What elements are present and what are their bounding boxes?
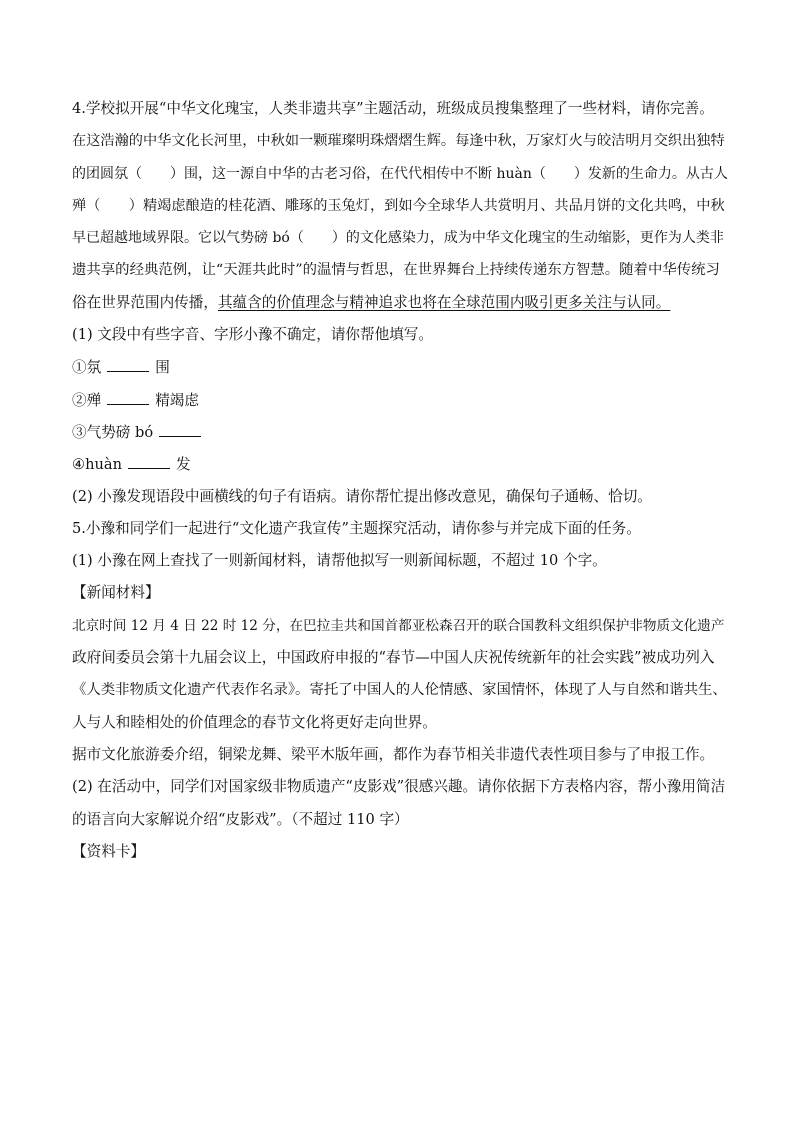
passage-line-6	[72, 293, 728, 313]
fill-item-1	[72, 357, 728, 377]
fill-item-1-prefix: ①氛	[72, 359, 102, 377]
news-line-5: 据市文化旅游委介绍，铜梁龙舞、梁平木版年画，都作为春节相关非遗代表性项目参与了申报工作。	[72, 745, 715, 763]
answer-blank-3[interactable]	[159, 422, 201, 437]
news-line-4: 人与人和睦相处的价值理念的春节文化将更好走向世界。	[72, 713, 437, 731]
news-line-1: 北京时间 12 月 4 日 22 时 12 分，在巴拉圭共和国首都亚松森召开的联合国教科文组织保护非物质文化遗产	[72, 617, 725, 634]
passage-line-5: 遗共享的经典范例，让“天涯共此时”的温情与哲思，在世界舞台上持续传递东方智慧。随着中华传统习	[72, 262, 720, 279]
fill-item-4	[72, 454, 728, 474]
card-heading: 【资料卡】	[72, 842, 145, 860]
fill-item-2-prefix: ②殚	[72, 391, 102, 409]
answer-blank-2[interactable]	[107, 390, 149, 405]
passage-line-3: 殚（ ）精竭虑酿造的桂花酒、雕琢的玉兔灯，到如今全球华人共赏明月、共品月饼的文化共鸣，中秋	[72, 197, 725, 214]
passage-line-4: 早已超越地域界限。它以气势磅 bó（ ）的文化感染力，成为中华文化瑰宝的生动缩影，更作为人类非	[72, 230, 724, 247]
passage-line-6-prefix: 俗在世界范围内传播，	[72, 293, 218, 311]
answer-blank-4[interactable]	[128, 454, 170, 469]
news-line-3: 《人类非物质文化遗产代表作名录》。寄托了中国人的人伦情感、家国情怀，体现了人与自然和谐共生、	[72, 682, 727, 699]
fill-item-4-suffix: 发	[175, 456, 191, 474]
question-4-2: (2) 小豫发现语段中画横线的句子有语病。请你帮忙提出修改意见，确保句子通畅、恰切。	[72, 487, 652, 505]
answer-blank-1[interactable]	[107, 357, 149, 372]
question-5-2-line-1: (2) 在活动中，同学们对国家级非物质遗产“皮影戏”很感兴趣。请你依据下方表格内容，帮小豫用简洁	[72, 778, 726, 796]
question-5-2-line-2: 的语言向大家解说介绍“皮影戏”。（不超过 110 字）	[72, 810, 409, 828]
question-5-stem: 5.小豫和同学们一起进行“文化遗产我宣传”主题探究活动，请你参与并完成下面的任务。	[72, 519, 641, 537]
passage-line-2: 的团圆氛（ ）围，这一源自中华的古老习俗，在代代相传中不断 huàn（ ）发新的生命力。从古人	[72, 165, 728, 182]
news-heading: 【新闻材料】	[72, 584, 160, 602]
fill-item-2	[72, 390, 728, 410]
fill-item-2-suffix: 精竭虑	[155, 391, 199, 409]
passage-line-1: 在这浩瀚的中华文化长河里，中秋如一颗璀璨明珠熠熠生辉。每逢中秋，万家灯火与皎洁明月交织出独特	[72, 133, 725, 150]
news-line-2: 政府间委员会第十九届会议上，中国政府申报的“春节—中国人庆祝传统新年的社会实践”被成功列入	[72, 649, 715, 667]
document-page	[72, 99, 728, 874]
fill-item-3	[72, 422, 728, 442]
fill-item-1-suffix: 围	[155, 359, 170, 377]
question-4-stem: 4.学校拟开展“中华文化瑰宝，人类非遗共享”主题活动，班级成员搜集整理了一些材料，请你完善。	[72, 100, 714, 117]
underlined-sentence: 其蕴含的价值理念与精神追求也将在全球范围内吸引更多关注与认同。	[217, 293, 671, 311]
question-4-1: (1) 文段中有些字音、字形小豫不确定，请你帮他填写。	[72, 326, 433, 344]
fill-item-3-prefix: ③气势磅 bó	[72, 423, 154, 441]
question-5-1: (1) 小豫在网上查找了一则新闻材料，请帮他拟写一则新闻标题，不超过 10 个字。	[72, 552, 607, 570]
fill-item-4-prefix: ④huàn	[72, 456, 122, 474]
